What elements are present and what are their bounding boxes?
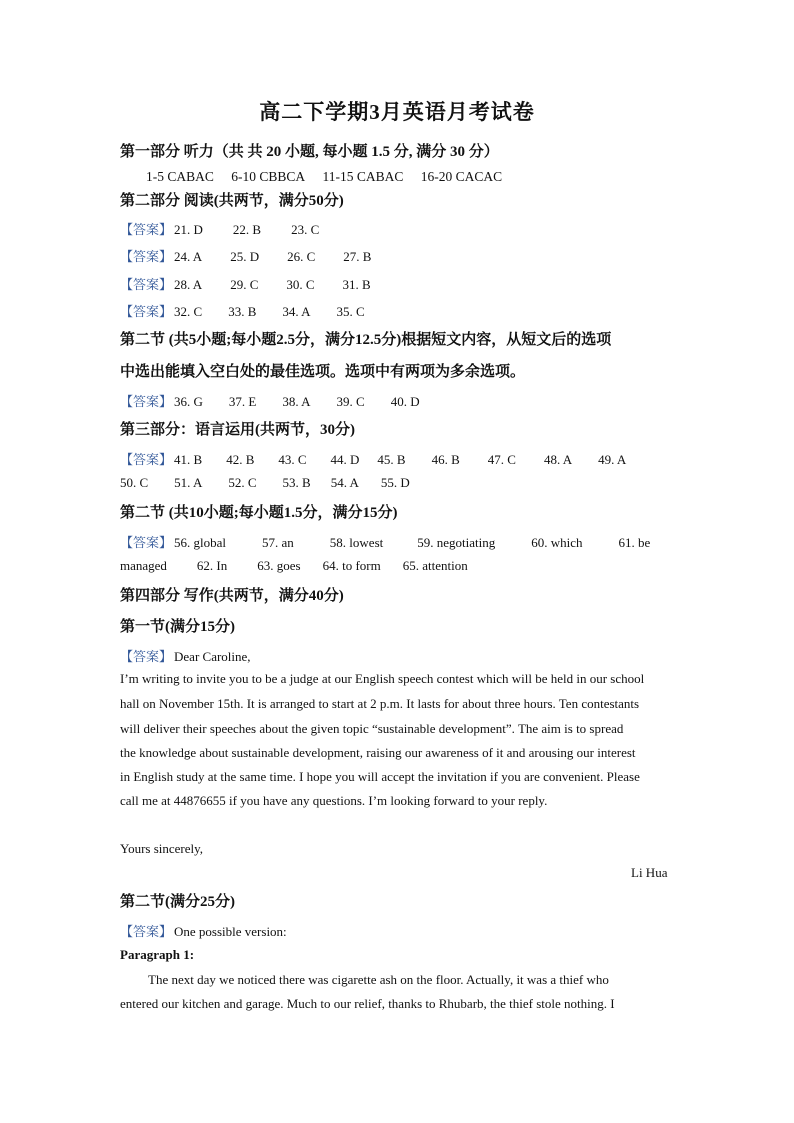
- answer-item: 63. goes: [257, 558, 301, 573]
- answer-item: 46. B: [431, 452, 460, 467]
- answer-item: 59. negotiating: [417, 535, 496, 550]
- letter-line: hall on November 15th. It is arranged to start at 2 p.m. It lasts for about three hours. Ten contestants: [120, 696, 640, 711]
- part3-section2-heading: 第二节 (共10小题;每小题1.5分，满分15分): [120, 505, 398, 521]
- answer-item: 65. attention: [402, 558, 468, 573]
- part2-section2-heading: 第二节 (共5小题;每小题2.5分，满分12.5分)根据短文内容，从短文后的选项: [120, 332, 612, 348]
- letter-line: in English study at the same time. I hope you will accept the invitation if you are convenient. Please: [120, 769, 640, 784]
- answer-row: [120, 246, 371, 265]
- answer-item: 39. C: [336, 394, 365, 409]
- answer-tag: 【答案】: [120, 924, 173, 939]
- answer-group: 1-5 CABAC: [146, 169, 214, 184]
- answer-item: 58. lowest: [329, 535, 384, 550]
- answer-row: [120, 532, 650, 551]
- answer-group: 6-10 CBBCA: [231, 169, 306, 184]
- answer-item: 44. D: [330, 452, 360, 467]
- answer-item: 53. B: [282, 475, 311, 490]
- answer-item: 23. C: [291, 222, 320, 237]
- answer-item: 50. C: [120, 475, 149, 490]
- answer-item: 26. C: [287, 249, 316, 264]
- answer-item: 41. B: [174, 452, 203, 467]
- answer-group: 11-15 CABAC: [322, 169, 404, 184]
- part2-heading: 第二部分 阅读(共两节，满分50分): [120, 193, 344, 209]
- answer-item: 40. D: [390, 394, 420, 409]
- answer-item: 56. global: [174, 535, 227, 550]
- answer-tag: 【答案】: [120, 249, 173, 264]
- answer-tag: 【答案】: [120, 535, 173, 550]
- part4-section1-heading: 第一节(满分15分): [120, 619, 235, 635]
- answer-item: 61. be: [618, 535, 651, 550]
- answer-item: managed: [120, 558, 167, 573]
- answer-tag: 【答案】: [120, 452, 173, 467]
- answer-row: [120, 558, 468, 574]
- answer-item: 32. C: [174, 304, 203, 319]
- part2-section2-heading-cont: 中选出能填入空白处的最佳选项。选项中有两项为多余选项。: [120, 364, 526, 380]
- answer-item: 29. C: [230, 277, 259, 292]
- letter-greeting: Dear Caroline,: [174, 649, 251, 664]
- answer-item: 55. D: [380, 475, 410, 490]
- part1-heading: 第一部分 听力（共 共 20 小题, 每小题 1.5 分, 满分 30 分）: [120, 144, 499, 160]
- essay-intro: One possible version:: [174, 924, 287, 939]
- answer-item: 43. C: [278, 452, 307, 467]
- letter-signature: Li Hua: [631, 865, 668, 880]
- paragraph-line: The next day we noticed there was cigarette ash on the floor. Actually, it was a thief who: [148, 972, 609, 987]
- answer-item: 24. A: [174, 249, 203, 264]
- answer-item: 21. D: [174, 222, 203, 237]
- answer-item: 47. C: [487, 452, 516, 467]
- letter-greeting-row: [120, 646, 251, 665]
- answer-row: [120, 449, 626, 468]
- answer-item: 22. B: [232, 222, 262, 237]
- answer-item: 30. C: [286, 277, 315, 292]
- letter-line: the knowledge about sustainable development, raising our awareness of it and arousing our interest: [120, 745, 636, 760]
- letter-closing: Yours sincerely,: [120, 841, 204, 856]
- answer-row: [120, 219, 319, 238]
- answer-row: [120, 475, 410, 491]
- answer-item: 52. C: [228, 475, 257, 490]
- answer-item: 57. an: [262, 535, 294, 550]
- part3-heading: 第三部分：语言运用(共两节，30分): [120, 422, 355, 438]
- page-title: 高二下学期3月英语月考试卷: [259, 100, 535, 124]
- answer-item: 34. A: [282, 304, 311, 319]
- answer-item: 49. A: [598, 452, 627, 467]
- answer-row: [120, 301, 365, 320]
- letter-line: will deliver their speeches about the given topic “sustainable development”. The aim is to spread: [120, 721, 624, 736]
- part1-answers: [146, 169, 516, 185]
- answer-item: 37. E: [228, 394, 257, 409]
- answer-item: 36. G: [174, 394, 203, 409]
- answer-item: 45. B: [377, 452, 406, 467]
- answer-group: 16-20 CACAC: [420, 169, 503, 184]
- answer-item: 54. A: [330, 475, 359, 490]
- letter-line: call me at 44876655 if you have any questions. I’m looking forward to your reply.: [120, 793, 548, 808]
- part4-section2-heading: 第二节(满分25分): [120, 894, 235, 910]
- answer-item: 27. B: [343, 249, 372, 264]
- part4-heading: 第四部分 写作(共两节，满分40分): [120, 588, 344, 604]
- answer-item: 62. In: [196, 558, 228, 573]
- answer-item: 60. which: [531, 535, 583, 550]
- answer-item: 33. B: [228, 304, 257, 319]
- answer-item: 48. A: [543, 452, 573, 467]
- answer-tag: 【答案】: [120, 649, 173, 664]
- answer-item: 64. to form: [322, 558, 381, 573]
- answer-item: 28. A: [174, 277, 203, 292]
- answer-item: 25. D: [230, 249, 260, 264]
- paragraph-line: entered our kitchen and garage. Much to our relief, thanks to Rhubarb, the thief stole nothing. I: [120, 996, 615, 1011]
- answer-tag: 【答案】: [120, 222, 173, 237]
- answer-row: [120, 274, 371, 293]
- essay-intro-row: [120, 921, 287, 940]
- answer-item: 35. C: [336, 304, 365, 319]
- answer-tag: 【答案】: [120, 304, 173, 319]
- answer-row: [120, 391, 420, 410]
- answer-item: 42. B: [226, 452, 255, 467]
- answer-tag: 【答案】: [120, 277, 173, 292]
- paragraph-label: Paragraph 1:: [120, 947, 195, 962]
- answer-item: 31. B: [342, 277, 371, 292]
- letter-line: I’m writing to invite you to be a judge at our English speech contest which will be held in our school: [120, 671, 645, 686]
- answer-tag: 【答案】: [120, 394, 173, 409]
- answer-item: 38. A: [282, 394, 311, 409]
- answer-item: 51. A: [174, 475, 203, 490]
